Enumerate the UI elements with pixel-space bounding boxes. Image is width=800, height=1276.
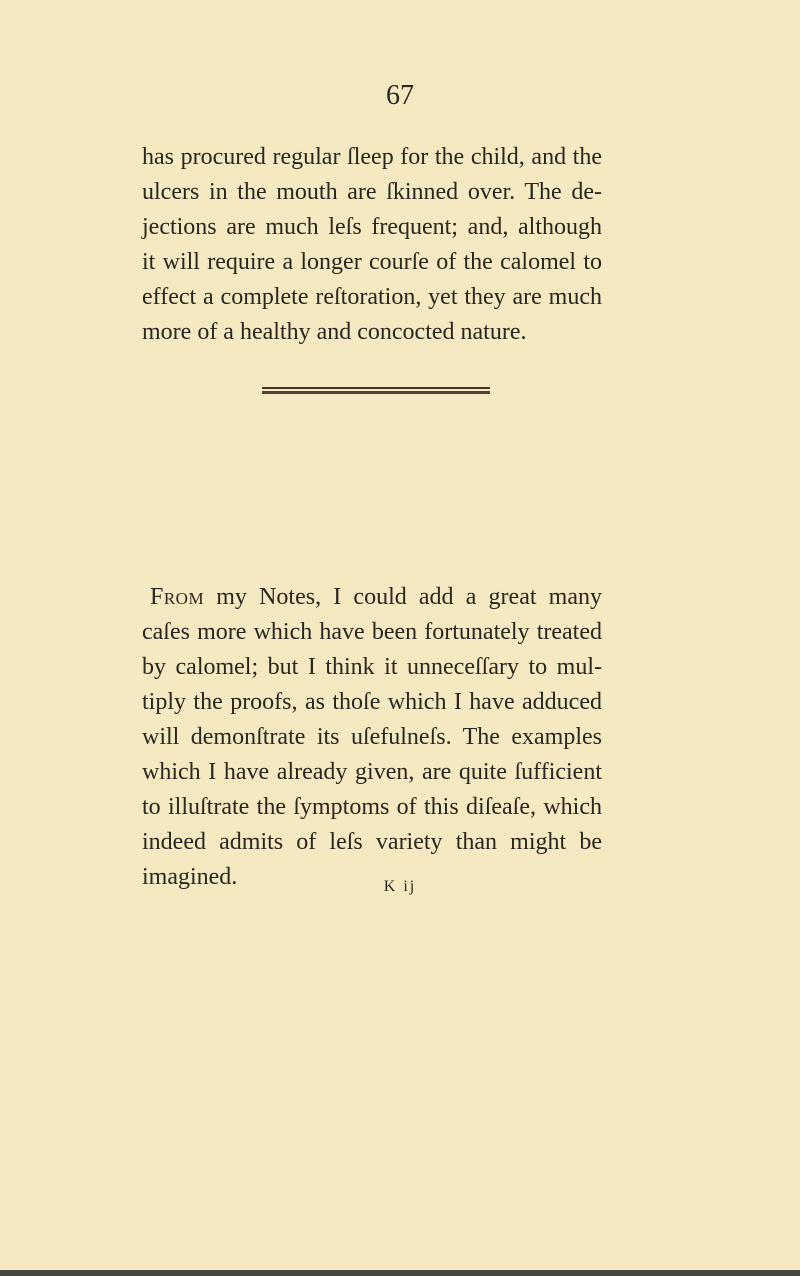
paragraph-2-line: indeed admits of leſs variety than might be xyxy=(142,829,602,855)
paragraph-2-line: which I have already given, are quite ſufficient xyxy=(142,759,602,785)
paragraph-2-line: to illuſtrate the ſymptoms of this diſeaſe, which xyxy=(142,794,602,820)
paragraph-1-line: jections are much leſs frequent; and, although xyxy=(142,214,602,240)
page-number: 67 xyxy=(386,80,414,111)
signature-mark: K ij xyxy=(383,878,417,895)
paragraph-1-line: effect a complete reſtoration, yet they are much xyxy=(142,284,602,310)
paragraph-1 xyxy=(142,140,602,350)
section-divider xyxy=(262,387,490,394)
paragraph-2-line: caſes more which have been fortunately treated xyxy=(142,619,602,645)
opening-word: From xyxy=(150,584,205,610)
paragraph-2-line: tiply the proofs, as thoſe which I have adduced xyxy=(142,689,602,715)
paragraph-1-line: ulcers in the mouth are ſkinned over. The de- xyxy=(142,179,602,205)
paragraph-1-line: more of a healthy and concocted nature. xyxy=(142,319,527,345)
divider-rule-thick xyxy=(262,391,490,394)
divider-rule-thin xyxy=(262,387,490,389)
paragraph-2 xyxy=(142,580,602,895)
first-line-text: my Notes, I could add a great many xyxy=(204,584,602,610)
paragraph-2-first-line xyxy=(142,580,602,615)
paragraph-1-line: it will require a longer courſe of the calomel to xyxy=(142,249,602,275)
paragraph-1-line: has procured regular ſleep for the child, and the xyxy=(142,144,602,170)
paragraph-2-line: will demonſtrate its uſefulneſs. The examples xyxy=(142,724,602,750)
page-bottom-edge xyxy=(0,1270,800,1276)
paragraph-2-line: imagined. xyxy=(142,864,238,890)
paragraph-2-line: by calomel; but I think it unneceſſary to mul- xyxy=(142,654,602,680)
